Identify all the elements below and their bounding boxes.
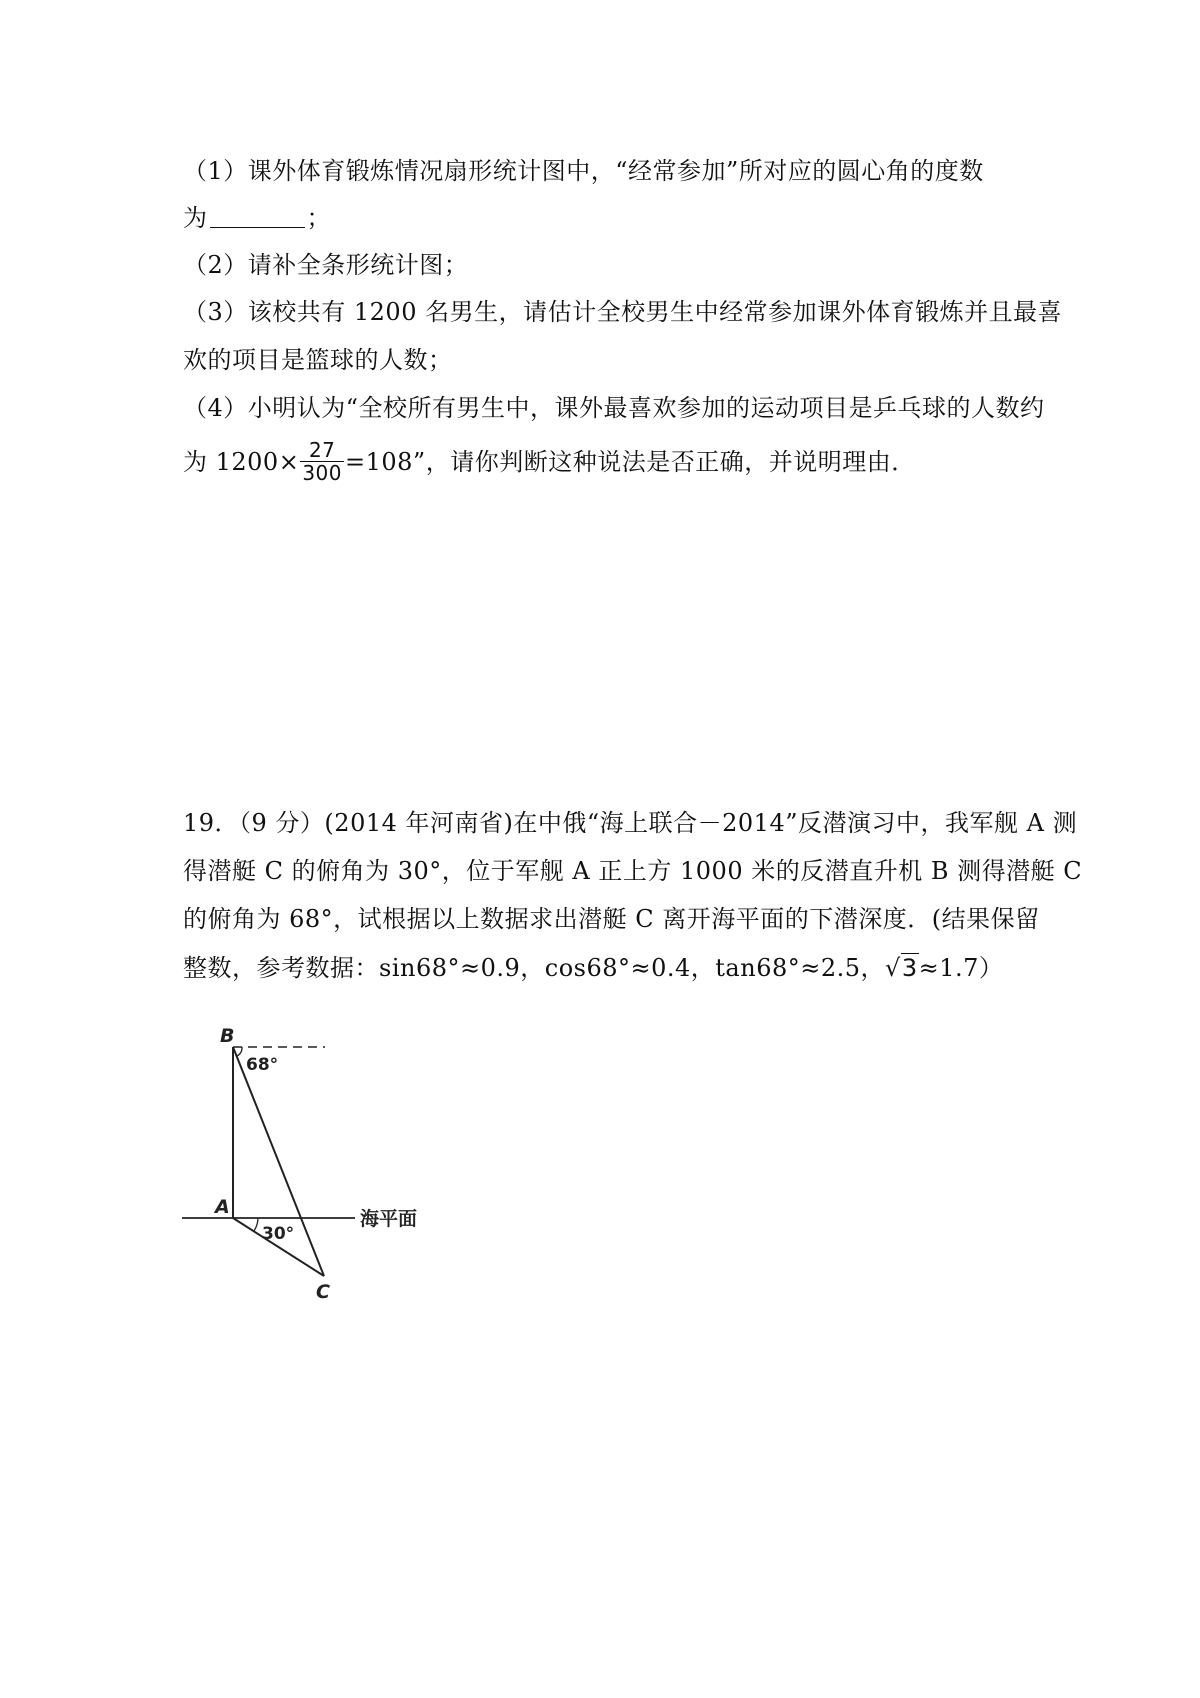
fraction-denominator: 300 [302, 461, 343, 485]
q19-line4-prefix: 整数，参考数据：sin68°≈0.9，cos68°≈0.4，tan68°≈2.5， [183, 954, 886, 982]
q18-part4-line2 [183, 438, 916, 486]
q18-part4-suffix: =108”，请你判断这种说法是否正确，并说明理由． [345, 448, 916, 476]
angle-arc-a [254, 1218, 258, 1231]
sea-level-label: 海平面 [360, 1208, 418, 1230]
q19-line3: 的俯角为 68°，试根据以上数据求出潜艇 C 离开海平面的下潜深度．(结果保留 [183, 905, 1040, 933]
label-c: C [316, 1281, 330, 1303]
sqrt-sign-icon: √ [885, 954, 901, 982]
angle-b-label: 68° [246, 1055, 279, 1075]
q19-line4-suffix: ≈1.7） [918, 954, 1004, 982]
q18-part4-line1: （4）小明认为“全校所有男生中，课外最喜欢参加的运动项目是乒乓球的人数约 [183, 394, 1045, 422]
q18-part1-suffix: ； [306, 204, 331, 232]
q18-part3-line1: （3）该校共有 1200 名男生，请估计全校男生中经常参加课外体育锻炼并且最喜 [183, 298, 1063, 326]
label-b: B [220, 1025, 235, 1047]
angle-a-label: 30° [262, 1224, 295, 1244]
q18-part1-prefix: 为 [183, 204, 208, 232]
angle-arc-b [237, 1047, 242, 1056]
sqrt-radicand: 3 [901, 954, 918, 982]
q18-part3-line2: 欢的项目是篮球的人数； [183, 346, 453, 374]
q18-part4-prefix: 为 1200× [183, 448, 300, 476]
q19-line1: 19．（9 分）(2014 年河南省)在中俄“海上联合－2014”反潜演习中，我军舰 A 测 [183, 809, 1078, 837]
q18-part1-line2 [183, 203, 331, 233]
answer-blank [210, 207, 305, 228]
q18-part1-line1: （1）课外体育锻炼情况扇形统计图中，“经常参加”所对应的圆心角的度数 [183, 157, 984, 185]
label-a: A [215, 1196, 230, 1218]
q19-line2: 得潜艇 C 的俯角为 30°，位于军舰 A 正上方 1000 米的反潜直升机 B 测得潜艇 C [183, 857, 1083, 885]
fraction-numerator: 27 [300, 439, 344, 462]
q18-part2: （2）请补全条形统计图； [183, 251, 469, 279]
q19-line4 [183, 953, 1003, 983]
square-root [885, 953, 919, 983]
geometry-diagram [180, 1020, 450, 1303]
fraction [300, 439, 344, 484]
